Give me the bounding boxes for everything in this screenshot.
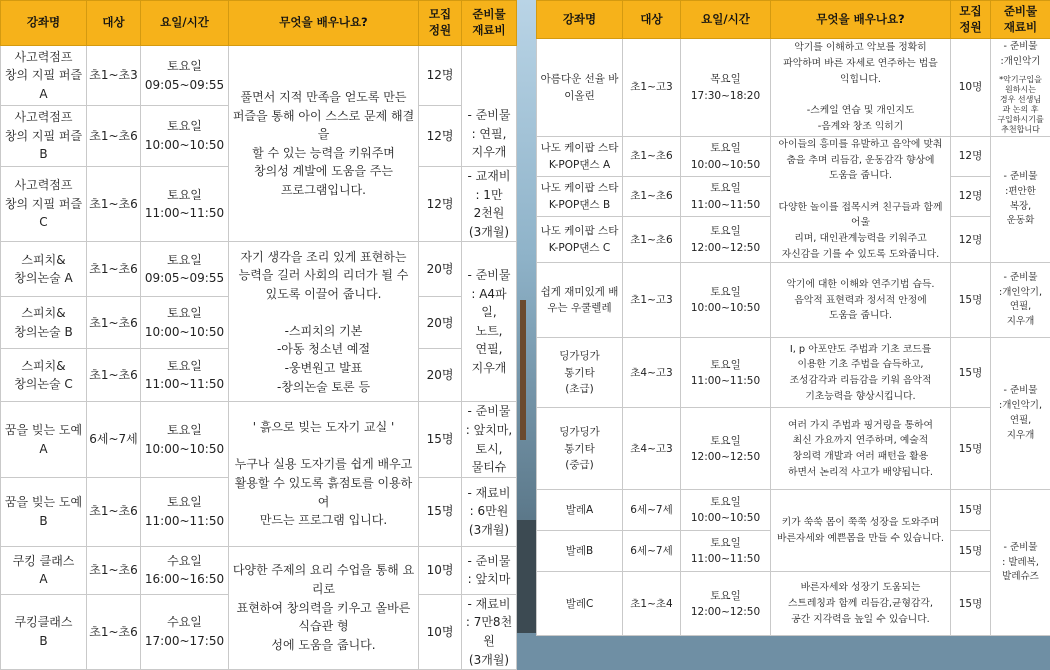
course-materials: - 준비물 : 앞치마: [462, 546, 517, 594]
course-materials: - 준비물 :개인악기, 연필, 지우개: [991, 338, 1050, 490]
course-time: 토요일 10:00~10:50: [141, 297, 229, 349]
table-row: [537, 263, 1050, 338]
course-description: 악기에 대한 이해와 연주기법 습득. 음악적 표현력과 정서적 안정에 도움을 줍니다.: [771, 263, 951, 338]
course-name: 발레C: [537, 572, 623, 636]
background-tree: [520, 300, 526, 440]
course-capacity: 15명: [951, 338, 991, 408]
course-capacity: 15명: [951, 408, 991, 490]
course-target: 초1~초4: [623, 572, 681, 636]
table-row: [537, 137, 1050, 177]
header-capacity: 모집 정원: [951, 1, 991, 39]
course-materials: - 교재비 : 1만 2천원 (3개월): [462, 167, 517, 242]
course-description: 악기를 이해하고 악보를 정확히 파악하며 바른 자세로 연주하는 법을 익힙니다. -스케일 연습 및 개인지도 -음계와 창조 익히기: [771, 39, 951, 137]
course-time: 토요일 11:00~11:50: [141, 477, 229, 546]
course-capacity: 15명: [951, 263, 991, 338]
header-description: 무엇을 배우나요?: [229, 1, 419, 46]
course-description: 자기 생각을 조리 있게 표현하는 능력을 길러 사회의 리더가 될 수 있도록 이끌어 줍니다. -스피치의 기본 -아동 청소년 예절 -웅변원고 발표 -창의논술 토론 등: [229, 242, 419, 402]
course-name: 사고력점프 창의 지필 퍼즐 C: [1, 167, 87, 242]
table-row: [537, 490, 1050, 531]
course-description: 아이들의 흥미를 유발하고 음악에 맞춰 춤을 추며 리듬감, 운동감각 향상에 도움을 줍니다. 다양한 놀이를 접목시켜 친구들과 함께 어울 리며, 대인관계능력을 키워주고 자신감을 기를 수 있도록 도와줍니다.: [771, 137, 951, 263]
course-time: 토요일 10:00~10:50: [681, 137, 771, 177]
table-row: [537, 338, 1050, 408]
header-materials: 준비물 재료비: [462, 1, 517, 46]
course-name: 스피치& 창의논술 A: [1, 242, 87, 297]
course-materials: - 준비물 : 발레복, 발레슈즈: [991, 490, 1050, 636]
course-target: 초4~고3: [623, 408, 681, 490]
course-capacity: 15명: [419, 477, 462, 546]
course-capacity: 15명: [951, 490, 991, 531]
materials-note: *악기구입을 원하시는 경우 선생님 과 논의 후 구입하시기를 추천합니다: [993, 75, 1048, 135]
course-name: 스피치& 창의논술 C: [1, 349, 87, 402]
course-capacity: 12명: [951, 137, 991, 177]
course-target: 초1~초6: [623, 137, 681, 177]
header-course-name: 강좌명: [1, 1, 87, 46]
course-capacity: 12명: [951, 217, 991, 263]
course-time: 토요일 10:00~10:50: [681, 490, 771, 531]
course-name: 나도 케이팝 스타 K-POP댄스 B: [537, 177, 623, 217]
course-target: 초1~초6: [87, 167, 141, 242]
course-capacity: 10명: [419, 594, 462, 669]
course-target: 초1~초6: [87, 594, 141, 669]
course-target: 초1~초6: [623, 217, 681, 263]
table-row: [537, 408, 1050, 490]
course-name: 딩가딩가 통기타 (초급): [537, 338, 623, 408]
header-course-name: 강좌명: [537, 1, 623, 39]
course-time: 토요일 11:00~11:50: [681, 338, 771, 408]
course-time: 목요일 17:30~18:20: [681, 39, 771, 137]
course-target: 초4~고3: [623, 338, 681, 408]
course-target: 초1~고3: [623, 39, 681, 137]
course-capacity: 15명: [419, 402, 462, 477]
course-time: 토요일 11:00~11:50: [141, 167, 229, 242]
course-materials: - 준비물 :편안한 복장, 운동화: [991, 137, 1050, 263]
course-capacity: 12명: [419, 106, 462, 167]
course-description: 바른자세와 성장기 도움되는 스트레칭과 함께 리듬감,균형감각, 공간 지각력을 높일 수 있습니다.: [771, 572, 951, 636]
course-materials: - 재료비 : 6만원 (3개월): [462, 477, 517, 546]
course-capacity: 12명: [419, 46, 462, 106]
course-target: 6세~7세: [623, 531, 681, 572]
course-name: 스피치& 창의논술 B: [1, 297, 87, 349]
course-capacity: 10명: [419, 546, 462, 594]
table-row: [1, 242, 517, 297]
course-target: 초1~초6: [623, 177, 681, 217]
course-time: 토요일 09:05~09:55: [141, 242, 229, 297]
course-time: 토요일 11:00~11:50: [681, 531, 771, 572]
course-time: 토요일 10:00~10:50: [141, 106, 229, 167]
course-name: 사고력점프 창의 지필 퍼즐 B: [1, 106, 87, 167]
course-capacity: 20명: [419, 297, 462, 349]
course-name: 꿈을 빚는 도예 B: [1, 477, 87, 546]
course-target: 초1~초6: [87, 106, 141, 167]
course-name: 쉽게 재미있게 배 우는 우쿨렐레: [537, 263, 623, 338]
background-ground: [515, 520, 537, 633]
course-time: 토요일 10:00~10:50: [681, 263, 771, 338]
course-time: 수요일 17:00~17:50: [141, 594, 229, 669]
materials-text: - 준비물 :개인악기: [993, 40, 1048, 69]
course-description: ' 흙으로 빚는 도자기 교실 ' 누구나 실용 도자기를 쉽게 배우고 활용할 수 있도록 흙점토를 이용하여 만드는 프로그램 입니다.: [229, 402, 419, 546]
table-row: [1, 546, 517, 594]
course-target: 6세~7세: [87, 402, 141, 477]
table-header-row: [1, 1, 517, 46]
course-materials: - 준비물 :개인악기, 연필, 지우개: [991, 263, 1050, 338]
header-schedule: 요일/시간: [141, 1, 229, 46]
course-materials: [991, 39, 1050, 137]
header-target: 대상: [623, 1, 681, 39]
course-time: 토요일 09:05~09:55: [141, 46, 229, 106]
course-materials: - 준비물 : A4파일, 노트, 연필, 지우개: [462, 242, 517, 402]
course-capacity: 12명: [419, 167, 462, 242]
course-name: 발레B: [537, 531, 623, 572]
course-time: 토요일 10:00~10:50: [141, 402, 229, 477]
course-capacity: 15명: [951, 572, 991, 636]
course-time: 토요일 11:00~11:50: [681, 177, 771, 217]
table-header-row: [537, 1, 1050, 39]
course-name: 아름다운 선율 바 이올린: [537, 39, 623, 137]
course-target: 초1~초6: [87, 242, 141, 297]
table-row: [537, 39, 1050, 137]
course-description: 다양한 주제의 요리 수업을 통해 요리로 표현하여 창의력을 키우고 올바른 식습관 형 성에 도움을 줍니다.: [229, 546, 419, 669]
course-materials: - 준비물 : 앞치마, 토시, 물티슈: [462, 402, 517, 477]
course-description: 여러 가지 주법과 핑거링을 통하여 최신 가요까지 연주하며, 예술적 창의력 개발과 여러 패턴을 활용 하면서 논리적 사고가 배양됩니다.: [771, 408, 951, 490]
course-description: 키가 쑥쑥 몸이 쭉쭉 성장을 도와주며 바른자세와 예쁜몸을 만들 수 있습니다.: [771, 490, 951, 572]
table-row: [537, 572, 1050, 636]
course-table-left: [0, 0, 517, 670]
course-capacity: 12명: [951, 177, 991, 217]
course-name: 발레A: [537, 490, 623, 531]
table-row: [1, 402, 517, 477]
course-target: 초1~초3: [87, 46, 141, 106]
course-description: I, p 아포얀도 주법과 기초 코드를 이용한 기초 주법을 습득하고, 조성감각과 리듬감을 키워 음악적 기초능력을 향상시킵니다.: [771, 338, 951, 408]
course-time: 토요일 12:00~12:50: [681, 408, 771, 490]
course-table-right: [536, 0, 1050, 636]
course-name: 쿠킹클래스 B: [1, 594, 87, 669]
course-target: 6세~7세: [623, 490, 681, 531]
course-capacity: 20명: [419, 349, 462, 402]
course-name: 딩가딩가 통기타 (중급): [537, 408, 623, 490]
course-target: 초1~초6: [87, 297, 141, 349]
course-materials: - 재료비 : 7만8천원 (3개월): [462, 594, 517, 669]
course-time: 토요일 12:00~12:50: [681, 217, 771, 263]
course-name: 꿈을 빚는 도예 A: [1, 402, 87, 477]
course-time: 토요일 12:00~12:50: [681, 572, 771, 636]
table-row: [1, 46, 517, 106]
course-target: 초1~초6: [87, 349, 141, 402]
course-name: 나도 케이팝 스타 K-POP댄스 C: [537, 217, 623, 263]
header-schedule: 요일/시간: [681, 1, 771, 39]
course-name: 사고력점프 창의 지필 퍼즐 A: [1, 46, 87, 106]
course-target: 초1~초6: [87, 477, 141, 546]
header-capacity: 모집 정원: [419, 1, 462, 46]
course-capacity: 15명: [951, 531, 991, 572]
header-target: 대상: [87, 1, 141, 46]
course-time: 토요일 11:00~11:50: [141, 349, 229, 402]
course-time: 수요일 16:00~16:50: [141, 546, 229, 594]
course-capacity: 20명: [419, 242, 462, 297]
header-description: 무엇을 배우나요?: [771, 1, 951, 39]
course-capacity: 10명: [951, 39, 991, 137]
course-description: 풀면서 지적 만족을 얻도록 만든 퍼즐을 통해 아이 스스로 문제 해결을 할 수 있는 능력을 키워주며 창의성 계발에 도움을 주는 프로그램입니다.: [229, 46, 419, 242]
course-target: 초1~초6: [87, 546, 141, 594]
course-name: 쿠킹 클래스 A: [1, 546, 87, 594]
course-materials: - 준비물 : 연필, 지우개: [462, 46, 517, 167]
course-target: 초1~고3: [623, 263, 681, 338]
course-name: 나도 케이팝 스타 K-POP댄스 A: [537, 137, 623, 177]
header-materials: 준비물 재료비: [991, 1, 1050, 39]
